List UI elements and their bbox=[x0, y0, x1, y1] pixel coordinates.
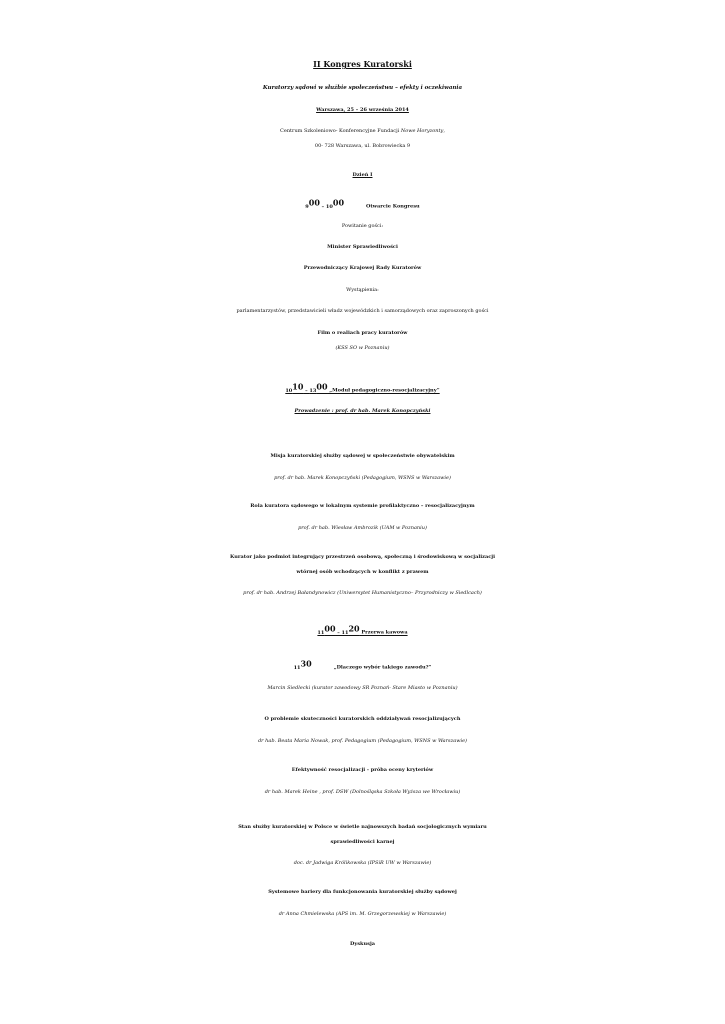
speeches-text: parlamentarzystów, przedstawicieli władz wojewódzkich i samorządowych oraz zaproszonych gości bbox=[236, 308, 489, 314]
guest-minister: Minister Sprawiedliwości bbox=[327, 244, 398, 250]
module-title: „Moduł pedagogiczno-resocjalizacyjny” bbox=[327, 387, 440, 394]
talk-title: Rola kuratora sądowego w lokalnym systemie profilaktyczno – resocjalizacyjnym bbox=[250, 503, 475, 509]
module-time: $10^{10} - 13^{00}$ bbox=[285, 381, 328, 394]
session-2-title: „Dlaczego wybór takiego zawodu?” bbox=[333, 664, 432, 671]
break-title: Przerwa kawowa bbox=[359, 629, 408, 636]
talk-speaker: dr hab. Beata Maria Nowak, prof. Pedagogium (Pedagogium, WSNS w Warszawie) bbox=[257, 738, 467, 744]
opening-time: $9^{00} - 10^{00}$ bbox=[305, 197, 345, 210]
page-title: II Kongres Kuratorski bbox=[313, 59, 412, 69]
talk-title: Systemowe bariery dla funkcjonowania kuratorskiej służby sądowej bbox=[268, 889, 457, 895]
talk-title-line-2: sprawiedliwości karnej bbox=[330, 839, 395, 845]
talk-speaker: dr hab. Marek Heine , prof. DSW (Dolnośląska Szkoła Wyższa we Wrocławiu) bbox=[264, 789, 461, 795]
opening-title: Otwarcie Kongresu bbox=[366, 203, 420, 210]
talk-title: Misja kuratorskiej służby sądowej w społeczeństwie obywatelskim bbox=[270, 453, 455, 459]
venue-line-2: 00- 728 Warszawa, ul. Bobrowiecka 9 bbox=[314, 143, 411, 149]
venue-foundation-name: Nowe Horyzonty bbox=[400, 128, 444, 134]
talk-title-line-2: wtórnej osób wchodzących w konflikt z prawem bbox=[296, 569, 429, 575]
day-label: Dzień I bbox=[352, 172, 373, 178]
date-place: Warszawa, 25 – 26 września 2014 bbox=[316, 107, 409, 113]
opening-line bbox=[0, 197, 725, 210]
session-2-time: $11^{30}$ bbox=[293, 658, 312, 671]
coffee-break bbox=[0, 623, 725, 636]
talk-title-line-1: Stan służby kuratorskiej w Polsce w świetle najnowszych badań socjologicznych wymiaru bbox=[238, 824, 487, 830]
module-heading bbox=[0, 381, 725, 394]
talk-title: O problemie skuteczności kuratorskich oddziaływań resocjalizujących bbox=[264, 716, 461, 722]
session-2-heading bbox=[0, 658, 725, 671]
welcome-label: Powitanie gości: bbox=[341, 223, 384, 229]
talk-title: Efektywność resocjalizacji - próba oceny kryteriów bbox=[291, 767, 434, 773]
venue-line-1 bbox=[0, 129, 725, 135]
speeches-label: Wystąpienia: bbox=[346, 287, 379, 293]
congress-subtitle: Kuratorzy sądowi w służbie społeczeństwu – efekty i oczekiwania bbox=[262, 85, 463, 91]
venue-suffix: , bbox=[443, 128, 445, 134]
module-moderator: Prowadzenie : prof. dr hab. Marek Konopczyński bbox=[294, 408, 431, 414]
talk-title-line-1: Kurator jako podmiot integrujący przestrzeń osobową, społeczną i środowiskową w socjalizacji bbox=[230, 554, 495, 560]
film-title: Film o realiach pracy kuratorów bbox=[317, 330, 408, 336]
talk-speaker: dr Anna Chmielewska (APS im. M. Grzegorzewskiej w Warszawie) bbox=[278, 911, 447, 917]
talk-speaker: doc. dr Jadwiga Królikowska (IPSiR UW w Warszawie) bbox=[293, 860, 432, 866]
break-time: $11^{00} - 11^{20}$ bbox=[317, 623, 360, 636]
talk-speaker: prof. dr hab. Wiesław Ambrozik (UAM w Poznaniu) bbox=[298, 525, 427, 531]
discussion: Dyskusja bbox=[349, 941, 376, 947]
talk-speaker: prof. dr hab. Andrzej Bałandynowicz (Uniwersytet Humanistyczno– Przyrodniczy w Siedlcach) bbox=[243, 590, 482, 596]
session-2-speaker: Marcin Siedlecki (kurator zawodowy SR Poznań- Stare Miasto w Poznaniu) bbox=[267, 685, 458, 691]
talk-speaker: prof. dr hab. Marek Konopczyński (Pedagogium, WSNS w Warszawie) bbox=[274, 475, 451, 481]
guest-council-chair: Przewodniczący Krajowej Rady Kuratorów bbox=[303, 265, 422, 271]
venue-prefix: Centrum Szkoleniowo- Konferencyjne Fundacji bbox=[280, 128, 401, 134]
film-author: (KSS SO w Poznaniu) bbox=[335, 345, 390, 351]
